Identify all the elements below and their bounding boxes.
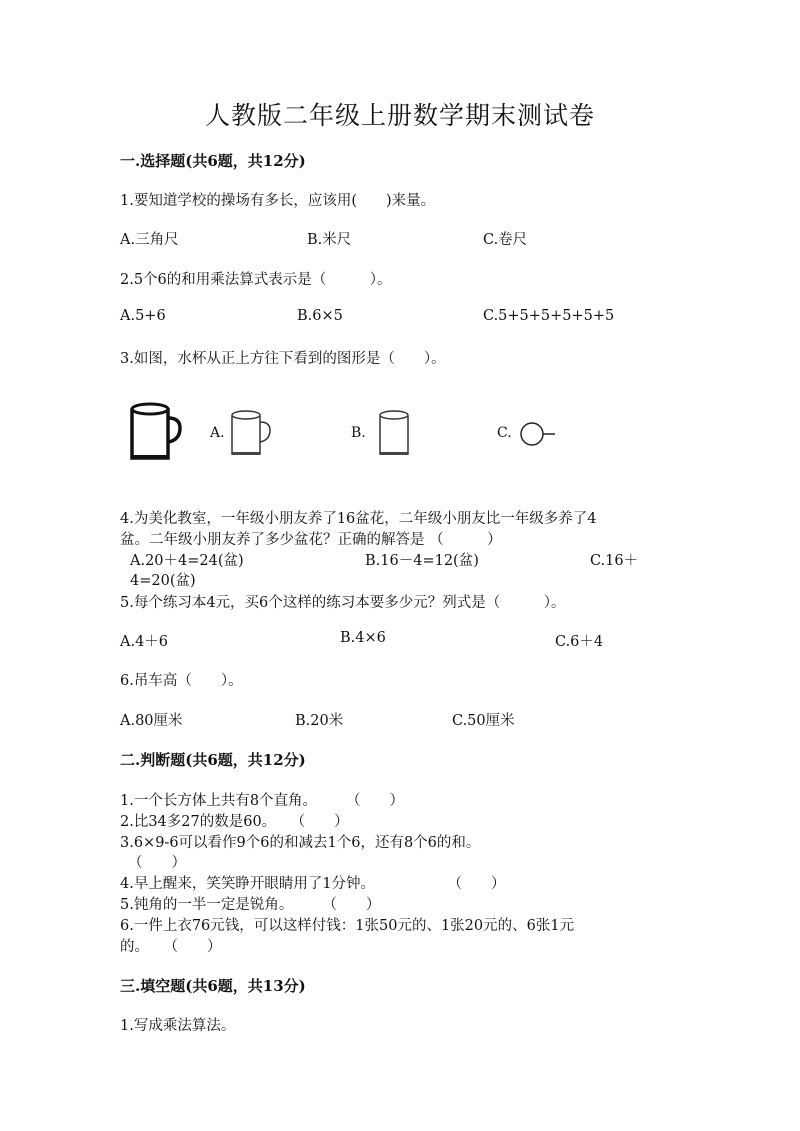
judge-item-3: 3.6×9-6可以看作9个6的和减去1个6，还有8个6的和。 [120,835,481,851]
question-5: 5.每个练习本4元，买6个这样的练习本要多少元？列式是（ ）。 [120,595,566,611]
judge-item-6: 6.一件上衣76元钱，可以这样付钱：1张50元的、1张20元的、6张1元 [120,918,575,934]
q5-option-a: A.4＋6 [120,634,169,650]
q4-option-a: A.20＋4=24(盆) [130,553,244,569]
q3-option-c-label: C. [497,425,512,441]
circle-top-view-icon [518,420,558,450]
question-2: 2.5个6的和用乘法算式表示是（ ）。 [120,272,392,288]
q3-option-b-label: B. [351,425,366,441]
q5-option-c: C.6＋4 [555,634,604,650]
q6-option-a: A.80厘米 [120,713,183,729]
cup-outline-icon [228,408,274,458]
q4-option-c-wrap: 4=20(盆) [130,573,196,589]
q4-option-b: B.16－4=12(盆) [365,553,479,569]
section-heading-fill-in: 三.填空题(共6题，共13分) [120,977,306,995]
question-3: 3.如图，水杯从正上方往下看到的图形是（ ）。 [120,351,446,367]
q5-option-b: B.4×6 [340,630,386,646]
q6-option-c: C.50厘米 [452,713,515,729]
judge-item-5: 5.钝角的一半一定是锐角。 （ ） [120,897,381,913]
page-title: 人教版二年级上册数学期末测试卷 [204,101,595,130]
q1-option-a: A.三角尺 [120,232,179,248]
judge-item-2: 2.比34多27的数是60。 （ ） [120,814,349,830]
fill-question-1: 1.写成乘法算法。 [120,1018,236,1034]
section-heading-true-false: 二.判断题(共6题，共12分) [120,751,306,769]
section-heading-choice: 一.选择题(共6题，共12分) [120,152,306,170]
judge-item-4: 4.早上醒来，笑笑睁开眼睛用了1分钟。 （ ） [120,876,506,892]
judge-item-1: 1.一个长方体上共有8个直角。 （ ） [120,793,405,809]
question-4-line-2: 盆。二年级小朋友养了多少盆花？正确的解答是 （ ） [120,532,502,548]
judge-item-6-wrap: 的。 （ ） [120,939,222,955]
question-4-line-1: 4.为美化教室，一年级小朋友养了16盆花，二年级小朋友比一年级多养了4 [120,511,597,527]
q1-option-b: B.米尺 [307,232,352,248]
q6-option-b: B.20米 [295,713,344,729]
q1-option-c: C.卷尺 [483,232,528,248]
q3-option-a-label: A. [210,425,225,441]
question-6: 6.吊车高（ ）。 [120,673,243,689]
q2-option-c: C.5+5+5+5+5+5 [483,308,615,324]
judge-item-3-wrap: （ ） [128,855,186,871]
q2-option-b: B.6×5 [297,308,343,324]
question-1: 1.要知道学校的操场有多长，应该用( )来量。 [120,193,436,209]
cylinder-front-view-icon [376,408,412,458]
q2-option-a: A.5+6 [120,308,166,324]
cup-side-view-icon [128,400,184,462]
q4-option-c: C.16＋ [590,553,639,569]
